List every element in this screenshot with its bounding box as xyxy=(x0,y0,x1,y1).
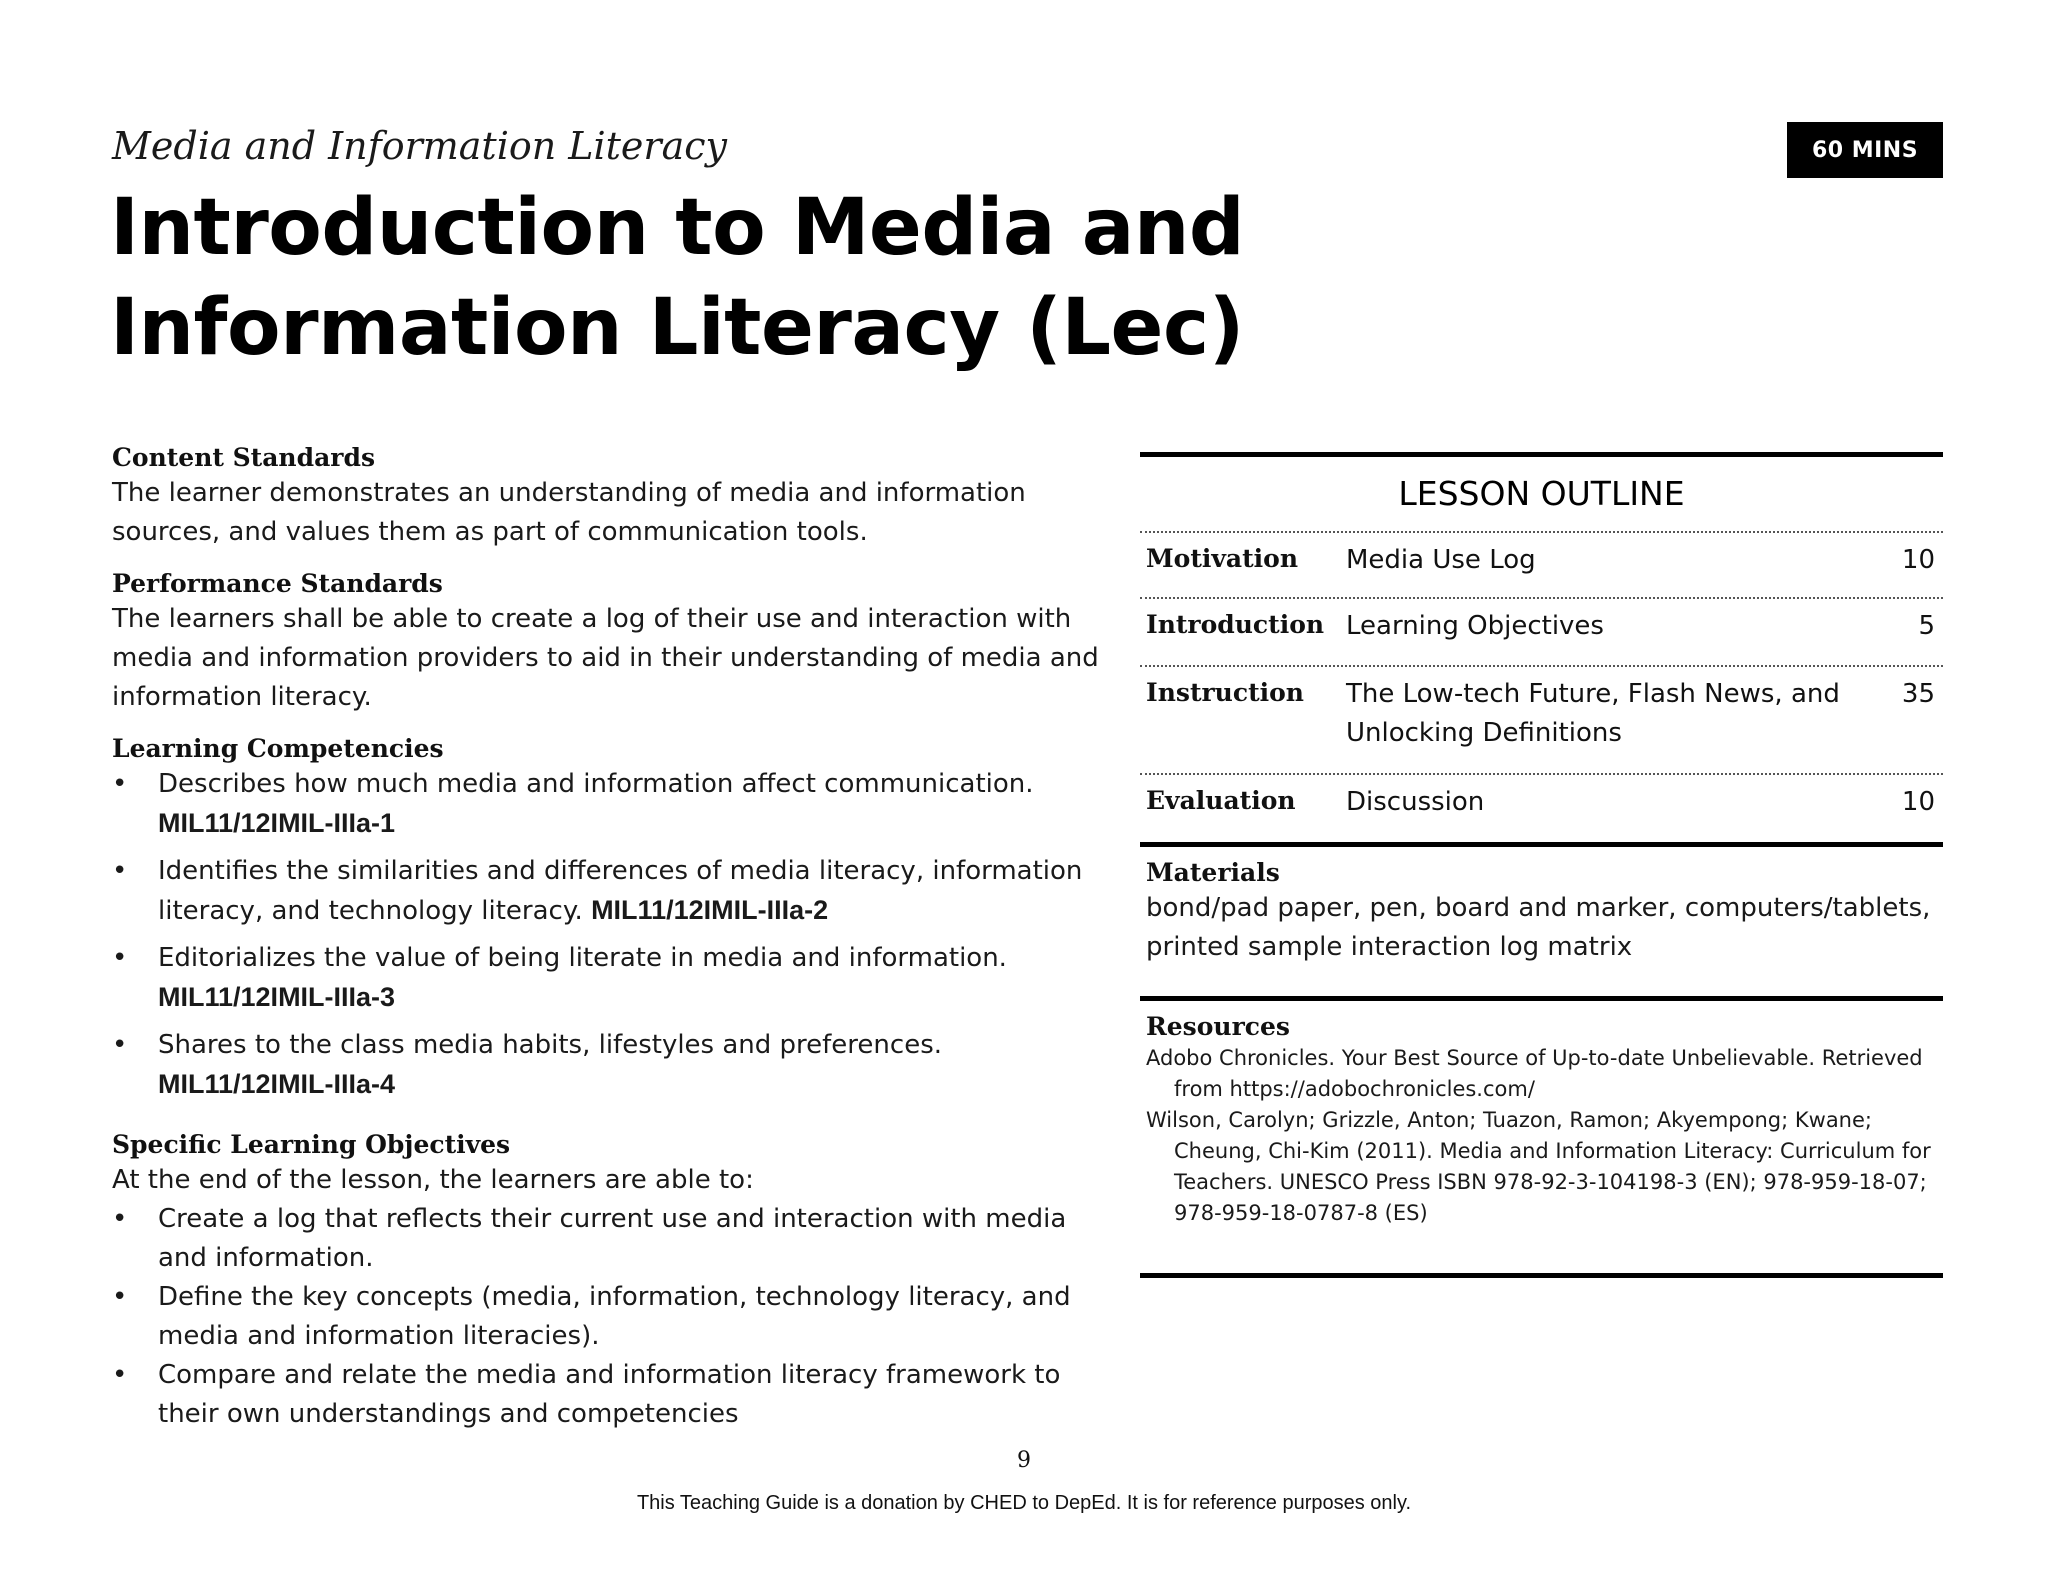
divider xyxy=(1140,1273,1943,1278)
outline-stage: Introduction xyxy=(1146,610,1325,639)
competency-text: Editorializes the value of being literate in media and information. xyxy=(158,943,1007,973)
outline-activity: Media Use Log xyxy=(1346,545,1536,575)
list-item: Wilson, Carolyn; Grizzle, Anton; Tuazon, Ramon; Akyempong; Kwane; Cheung, Chi-Kim (2011). Media and Information Literacy: Curriculum for Teachers. UNESCO Press ISBN 978-92-3-104198-3 (EN); 978-959-18-07; 978-959-18-0787-8 (ES) xyxy=(1146,1108,1931,1225)
standards-column xyxy=(112,442,1122,1434)
list-item xyxy=(112,1278,1122,1356)
learning-competencies-heading: Learning Competencies xyxy=(112,734,444,763)
subject-label: Media and Information Literacy xyxy=(112,124,727,168)
page-number: 9 xyxy=(1017,1448,1031,1473)
table-row xyxy=(1140,597,1943,665)
competency-text: Describes how much media and information affect communication. xyxy=(158,769,1034,799)
bullet: • xyxy=(112,1204,128,1234)
footer-note: This Teaching Guide is a donation by CHED to DepEd. It is for reference purposes only. xyxy=(636,1492,1412,1514)
list-item xyxy=(112,852,1122,931)
specific-objectives-heading: Specific Learning Objectives xyxy=(112,1130,511,1159)
lesson-outline-table xyxy=(1140,452,1943,843)
resources-list xyxy=(1146,1043,1937,1229)
list-item: Adobo Chronicles. Your Best Source of Up-to-date Unbelievable. Retrieved from https://adobochronicles.com/ xyxy=(1146,1046,1923,1101)
outline-activity: Learning Objectives xyxy=(1346,611,1604,641)
bullet: • xyxy=(112,1030,128,1060)
competency-text: Identifies the similarities and differences of media literacy, information literacy, and technology literacy. xyxy=(158,856,1083,926)
performance-standards-text: The learners shall be able to create a log of their use and interaction with media and information providers to aid in their understanding of media and information literacy. xyxy=(112,604,1099,712)
lesson-outline-title: LESSON OUTLINE xyxy=(1398,474,1685,513)
competency-code: MIL11/12IMIL-IIIa-4 xyxy=(158,1069,396,1099)
outline-stage: Instruction xyxy=(1146,678,1304,707)
specific-objectives-intro: At the end of the lesson, the learners are able to: xyxy=(112,1165,754,1195)
resources-section xyxy=(1140,996,1943,1229)
competency-text: Shares to the class media habits, lifestyles and preferences. xyxy=(158,1030,942,1060)
list-item xyxy=(112,1356,1122,1434)
bullet: • xyxy=(112,1282,128,1312)
outline-minutes: 35 xyxy=(1901,679,1935,709)
materials-heading: Materials xyxy=(1146,858,1280,887)
content-standards-heading: Content Standards xyxy=(112,443,376,472)
list-item xyxy=(112,1200,1122,1278)
list-item xyxy=(112,765,1122,844)
bullet: • xyxy=(112,856,128,886)
outline-stage: Motivation xyxy=(1146,544,1299,573)
bullet: • xyxy=(112,943,128,973)
materials-text: bond/pad paper, pen, board and marker, computers/tablets, printed sample interaction log matrix xyxy=(1146,893,1931,962)
competency-code: MIL11/12IMIL-IIIa-1 xyxy=(158,808,396,838)
outline-minutes: 10 xyxy=(1901,545,1935,575)
list-item xyxy=(112,1026,1122,1105)
competency-code: MIL11/12IMIL-IIIa-2 xyxy=(591,895,829,925)
list-item xyxy=(112,939,1122,1018)
table-row xyxy=(1140,773,1943,843)
learning-competencies-list xyxy=(112,765,1122,1105)
objective-text: Define the key concepts (media, information, technology literacy, and media and information literacies). xyxy=(158,1282,1071,1351)
resources-heading: Resources xyxy=(1146,1012,1290,1041)
outline-activity: Discussion xyxy=(1346,787,1485,817)
specific-objectives-list xyxy=(112,1200,1122,1434)
table-row xyxy=(1140,531,1943,597)
materials-section xyxy=(1140,842,1943,967)
competency-code: MIL11/12IMIL-IIIa-3 xyxy=(158,982,396,1012)
lesson-title: Introduction to Media and Information Literacy (Lec) xyxy=(110,183,1245,373)
content-standards-text: The learner demonstrates an understanding of media and information sources, and values them as part of communication tools. xyxy=(112,478,1026,547)
performance-standards-heading: Performance Standards xyxy=(112,569,443,598)
bullet: • xyxy=(112,769,128,799)
bullet: • xyxy=(112,1360,128,1390)
objective-text: Compare and relate the media and information literacy framework to their own understandings and competencies xyxy=(158,1360,1061,1429)
outline-minutes: 5 xyxy=(1918,611,1935,641)
table-row xyxy=(1140,665,1943,773)
objective-text: Create a log that reflects their current use and interaction with media and information. xyxy=(158,1204,1067,1273)
outline-activity: The Low-tech Future, Flash News, and Unlocking Definitions xyxy=(1346,679,1840,748)
outline-stage: Evaluation xyxy=(1146,786,1296,815)
outline-minutes: 10 xyxy=(1901,787,1935,817)
duration-badge: 60 MINS xyxy=(1787,122,1943,178)
